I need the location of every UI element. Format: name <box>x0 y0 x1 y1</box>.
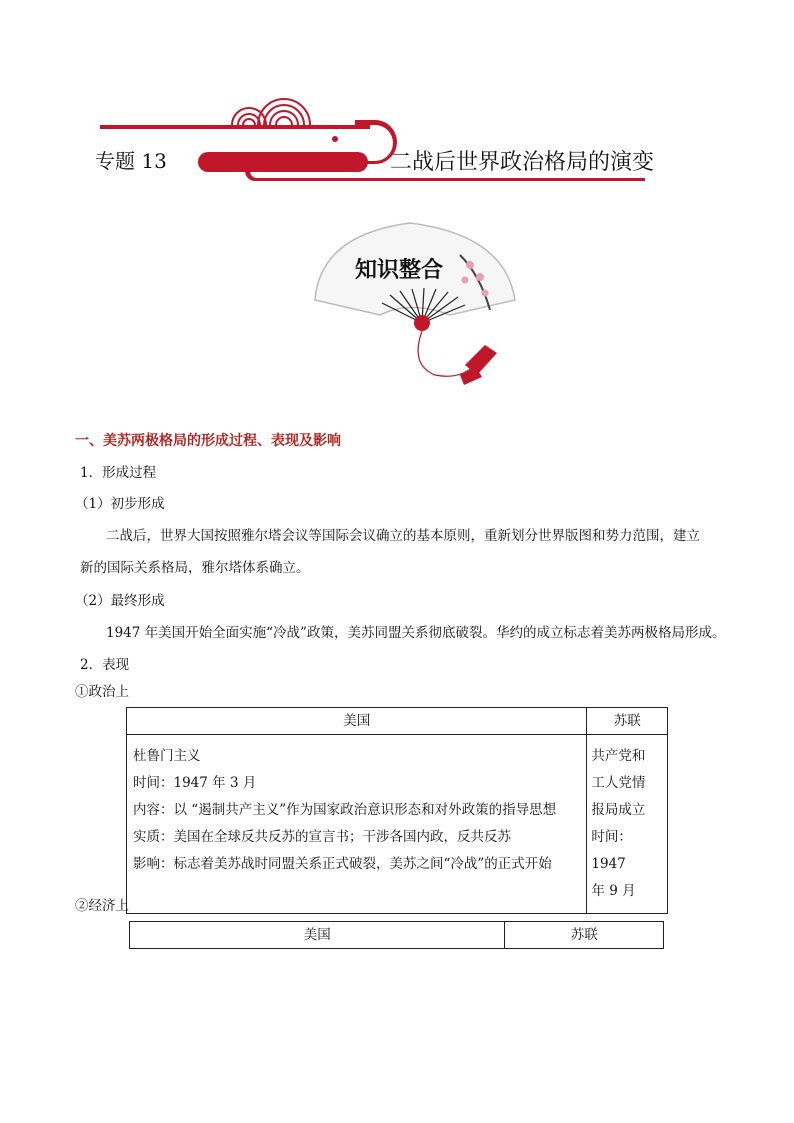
item-final-formation-text: 1947 年美国开始全面实施“冷战”政策，美苏同盟关系彻底破裂。华约的成立标志着美苏两极格局形成。 <box>106 625 726 641</box>
topic-number: 专题 13 <box>95 149 167 173</box>
item-initial-formation-text-line1: 二战后，世界大国按照雅尔塔会议等国际会议确立的基本原则，重新划分世界版图和势力范围，建立 <box>106 528 700 544</box>
item-initial-formation-text-line2: 新的国际关系格局，雅尔塔体系确立。 <box>80 560 310 576</box>
us-line: 影响：标志着美苏战时同盟关系正式破裂，美苏之间“冷战”的正式开始 <box>133 856 552 872</box>
us-line: 实质：美国在全球反共反苏的宣言书；干涉各国内政，反共反苏 <box>133 829 511 845</box>
su-line: 共产党和 <box>591 748 646 764</box>
su-line: 年 9 月 <box>591 883 636 899</box>
subheading-manifestation: 2．表现 <box>80 657 130 673</box>
politics-header-us: 美国 <box>127 708 587 735</box>
economy-header-su: 苏联 <box>505 922 664 949</box>
su-line: 时间：1947 <box>591 829 632 872</box>
section-heading: 一、美苏两极格局的形成过程、表现及影响 <box>75 433 341 449</box>
economy-table <box>129 921 664 949</box>
subheading-formation: 1．形成过程 <box>80 465 157 481</box>
su-line: 工人党情 <box>591 775 646 791</box>
economy-header-us: 美国 <box>130 922 505 949</box>
item-initial-formation-label: （1）初步形成 <box>75 496 165 512</box>
us-line: 内容：以 “遏制共产主义”作为国家政治意识形态和对外政策的指导思想 <box>133 802 557 818</box>
politics-table <box>126 707 668 914</box>
us-line: 时间：1947 年 3 月 <box>133 775 257 791</box>
economy-label: ②经济上 <box>75 898 129 914</box>
page-title: 二战后世界政治格局的演变 <box>390 150 655 175</box>
knowledge-fan-icon <box>300 215 530 390</box>
su-line: 报局成立 <box>591 802 646 818</box>
politics-header-su: 苏联 <box>587 708 668 735</box>
politics-cell-su <box>587 735 668 914</box>
politics-cell-us <box>127 735 587 914</box>
fan-badge-label: 知识整合 <box>355 257 444 283</box>
politics-label: ①政治上 <box>75 684 129 700</box>
item-final-formation-label: （2）最终形成 <box>75 593 165 609</box>
us-line: 杜鲁门主义 <box>133 748 201 764</box>
